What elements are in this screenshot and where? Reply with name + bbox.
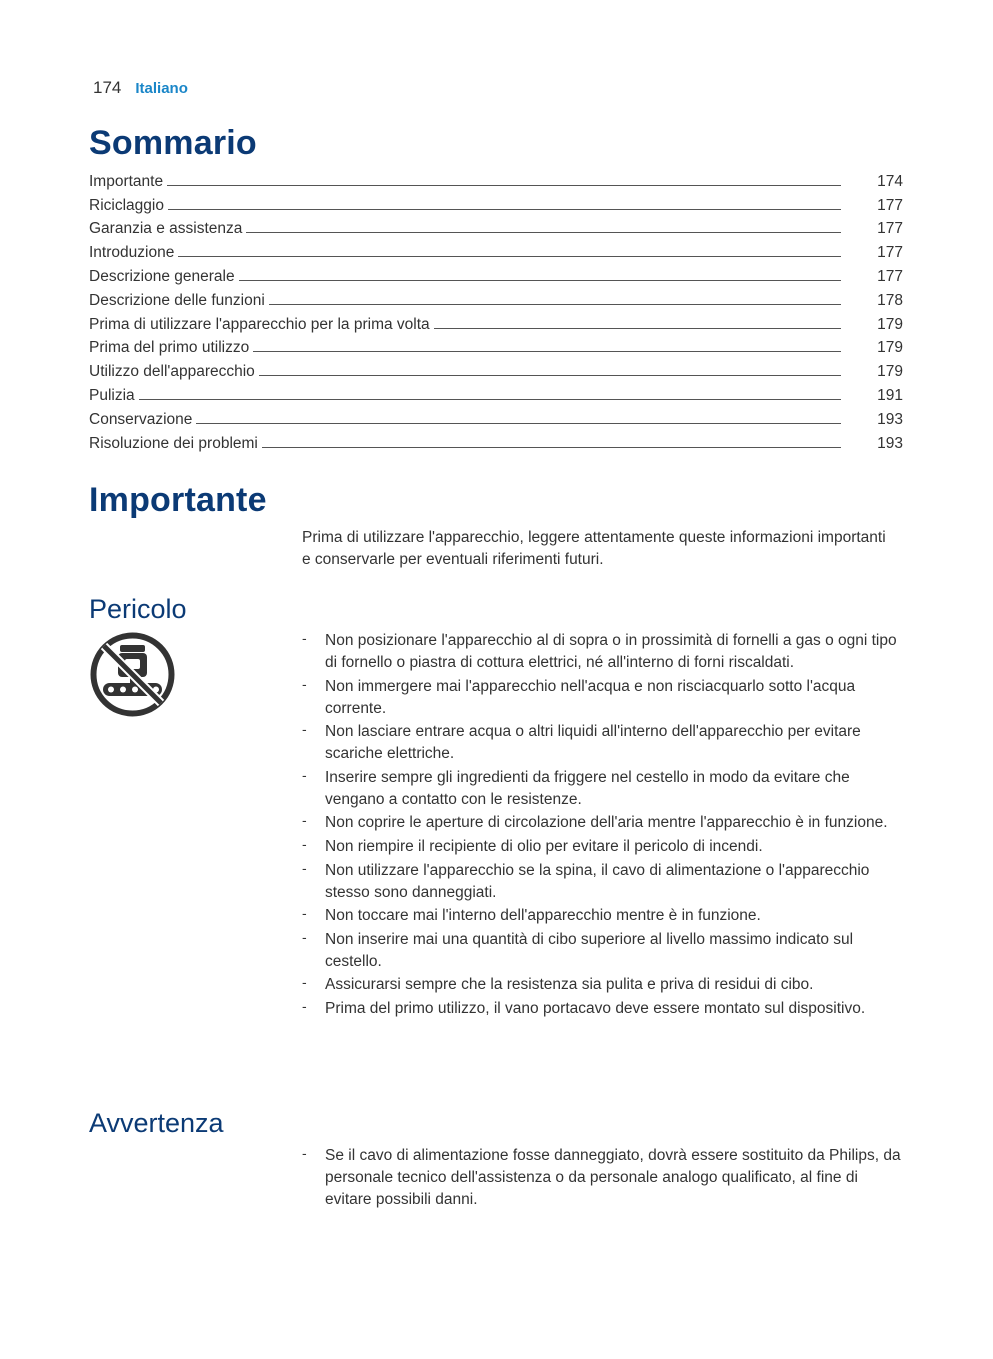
toc-leader	[246, 232, 841, 233]
language-label: Italiano	[135, 80, 188, 97]
toc-entry-label: Garanzia e assistenza	[89, 220, 243, 238]
toc-entry	[89, 167, 903, 191]
page-number: 174	[93, 78, 122, 97]
toc-entry-label: Pulizia	[89, 386, 135, 404]
toc-entry-page: 177	[877, 196, 903, 214]
toc-leader	[178, 256, 841, 257]
avvertenza-list	[302, 1145, 907, 1213]
toc-entry-page: 179	[877, 315, 903, 333]
toc-entry	[89, 286, 903, 310]
toc-entry	[89, 262, 903, 286]
toc-title: Sommario	[89, 124, 257, 162]
avvertenza-heading: Avvertenza	[89, 1108, 224, 1138]
toc-entry-label: Utilizzo dell'apparecchio	[89, 363, 255, 381]
toc-entry-label: Prima del primo utilizzo	[89, 339, 250, 357]
toc-entry-page: 174	[877, 172, 903, 190]
toc-entry	[89, 429, 903, 453]
toc-entry	[89, 238, 903, 262]
pericolo-list-item: - Non coprire le aperture di circolazione dell'aria mentre l'apparecchio è in funzione.	[302, 812, 907, 834]
toc-leader	[239, 280, 841, 281]
pericolo-list-item: - Assicurarsi sempre che la resistenza sia pulita e priva di residui di cibo.	[302, 974, 907, 996]
toc-entry-page: 179	[877, 363, 903, 381]
importante-intro: Prima di utilizzare l'apparecchio, leggere attentamente queste informazioni importanti e conservarle per eventuali riferimenti futuri.	[302, 529, 886, 568]
pericolo-list-item: - Non lasciare entrare acqua o altri liquidi all'interno dell'apparecchio per evitare scariche elettriche.	[302, 721, 907, 765]
toc-entry-label: Conservazione	[89, 410, 193, 428]
toc-entry-page: 193	[877, 410, 903, 428]
avvertenza-list-item: - Se il cavo di alimentazione fosse danneggiato, dovrà essere sostituito da Philips, da personale tecnico dell'assistenza o da personale analogo qualificato, al fine di evitare possibili danni.	[302, 1145, 907, 1211]
toc-entry-label: Prima di utilizzare l'apparecchio per la prima volta	[89, 315, 430, 333]
page-header	[93, 78, 188, 98]
toc-entry-page: 177	[877, 244, 903, 262]
pericolo-list-item: - Non immergere mai l'apparecchio nell'acqua e non risciacquarlo sotto l'acqua corrente.	[302, 676, 907, 720]
toc-leader	[269, 304, 841, 305]
toc-leader	[139, 399, 841, 400]
toc-entry	[89, 405, 903, 429]
toc-entry-page: 177	[877, 267, 903, 285]
toc-entry-page: 179	[877, 339, 903, 357]
pericolo-list-item: - Non riempire il recipiente di olio per evitare il pericolo di incendi.	[302, 836, 907, 858]
toc-leader	[262, 447, 841, 448]
importante-heading: Importante	[89, 481, 267, 519]
toc-entry-page: 193	[877, 434, 903, 452]
table-of-contents	[89, 167, 903, 453]
pericolo-list	[302, 630, 907, 1022]
toc-entry-page: 191	[877, 386, 903, 404]
toc-entry-page: 178	[877, 291, 903, 309]
pericolo-list-item: - Inserire sempre gli ingredienti da friggere nel cestello in modo da evitare che vengano a contatto con le resistenze.	[302, 767, 907, 811]
toc-entry	[89, 357, 903, 381]
toc-entry-page: 177	[877, 220, 903, 238]
toc-entry	[89, 381, 903, 405]
toc-leader	[196, 423, 841, 424]
toc-leader	[434, 328, 841, 329]
pericolo-list-item: - Non utilizzare l'apparecchio se la spina, il cavo di alimentazione o l'apparecchio stesso sono danneggiati.	[302, 860, 907, 904]
toc-entry-label: Descrizione generale	[89, 267, 235, 285]
toc-leader	[259, 375, 841, 376]
toc-entry	[89, 310, 903, 334]
toc-entry-label: Descrizione delle funzioni	[89, 291, 265, 309]
pericolo-list-item: - Prima del primo utilizzo, il vano portacavo deve essere montato sul dispositivo.	[302, 998, 907, 1020]
toc-entry-label: Introduzione	[89, 244, 175, 262]
pericolo-heading: Pericolo	[89, 594, 187, 624]
toc-leader	[168, 209, 841, 210]
no-conveyor-oven-icon	[89, 631, 176, 718]
toc-leader	[167, 185, 841, 186]
toc-entry-label: Risoluzione dei problemi	[89, 434, 258, 452]
toc-entry	[89, 191, 903, 215]
toc-entry-label: Importante	[89, 172, 164, 190]
pericolo-list-item: - Non inserire mai una quantità di cibo superiore al livello massimo indicato sul cestello.	[302, 929, 907, 973]
pericolo-list-item: - Non toccare mai l'interno dell'apparecchio mentre è in funzione.	[302, 905, 907, 927]
pericolo-list-item: - Non posizionare l'apparecchio al di sopra o in prossimità di fornelli a gas o ogni tipo di fornello o piastra di cottura elettrici, né all'interno di forni riscaldati.	[302, 630, 907, 674]
toc-leader	[253, 351, 841, 352]
toc-entry	[89, 334, 903, 358]
toc-entry-label: Riciclaggio	[89, 196, 164, 214]
toc-entry	[89, 215, 903, 239]
